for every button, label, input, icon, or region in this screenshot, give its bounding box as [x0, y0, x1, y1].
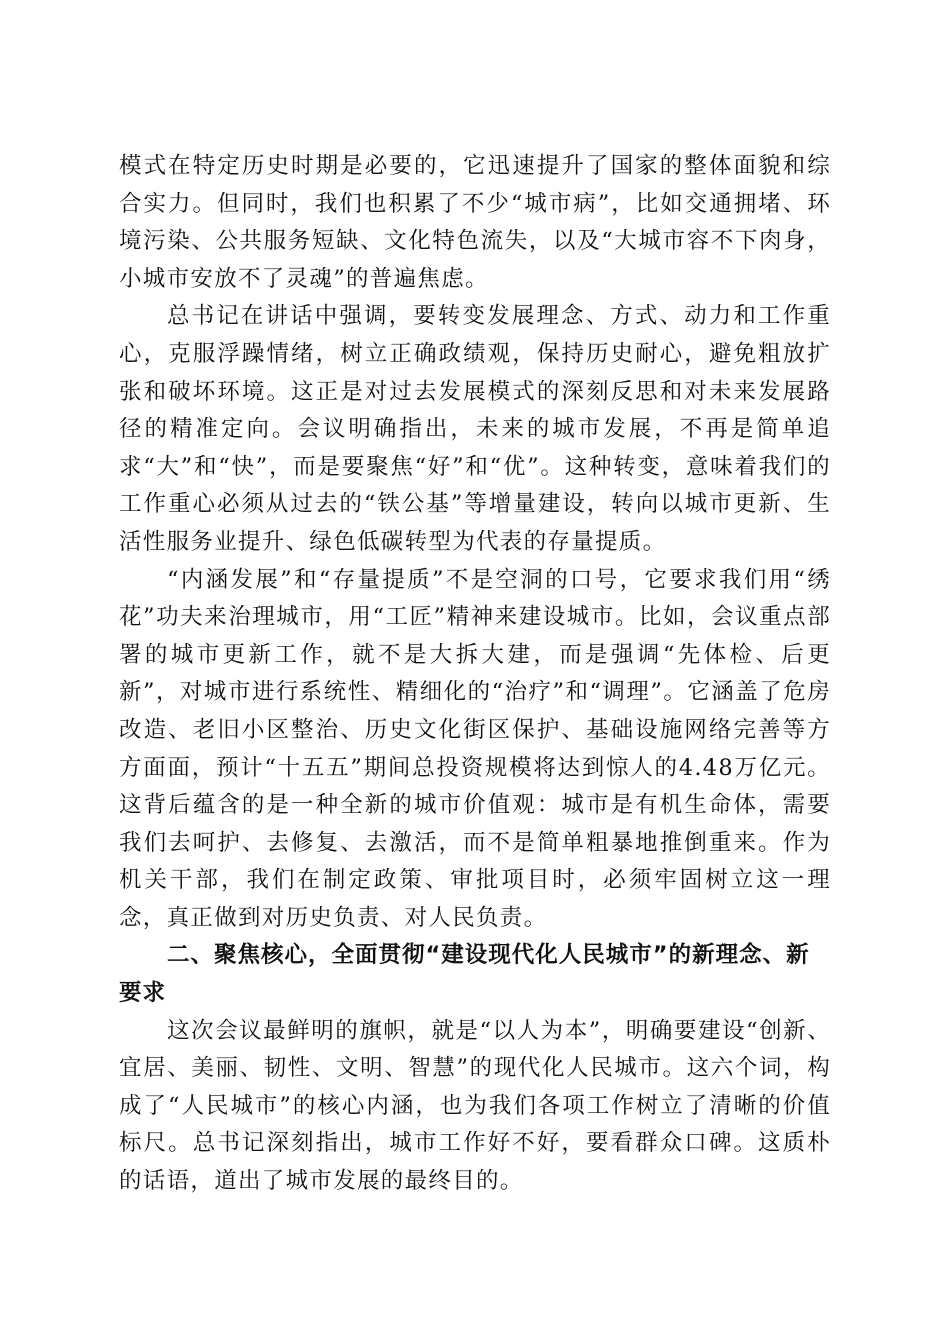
section-heading-2: 二、聚焦核心，全面贯彻“建设现代化人民城市”的新理念、新要求	[119, 942, 810, 1007]
document-body	[119, 148, 831, 1201]
paragraph-4: 这次会议最鲜明的旗帜，就是“以人为本”，明确要建设“创新、宜居、美丽、韧性、文明、智慧”的现代化人民城市。这六个词，构成了“人民城市”的核心内涵，也为我们各项工作树立了清晰的价值标尺。总书记深刻指出，城市工作好不好，要看群众口碑。这质朴的话语，道出了城市发展的最终目的。	[119, 1017, 831, 1195]
paragraph-1: 模式在特定历史时期是必要的，它迅速提升了国家的整体面貌和综合实力。但同时，我们也积累了不少“城市病”，比如交通拥堵、环境污染、公共服务短缺、文化特色流失，以及“大城市容不下肉身，小城市安放不了灵魂”的普遍焦虑。	[119, 153, 831, 292]
paragraph-3: “内涵发展”和“存量提质”不是空洞的口号，它要求我们用“绣花”功夫来治理城市，用“工匠”精神来建设城市。比如，会议重点部署的城市更新工作，就不是大拆大建，而是强调“先体检、后更新”，对城市进行系统性、精细化的“治疗”和“调理”。它涵盖了危房改造、老旧小区整治、历史文化街区保护、基础设施网络完善等方方面面，预计“十五五”期间总投资规模将达到惊人的4.48万亿元。这背后蕴含的是一种全新的城市价值观：城市是有机生命体，需要我们去呵护、去修复、去激活，而不是简单粗暴地推倒重来。作为机关干部，我们在制定政策、审批项目时，必须牢固树立这一理念，真正做到对历史负责、对人民负责。	[119, 566, 831, 931]
paragraph-2: 总书记在讲话中强调，要转变发展理念、方式、动力和工作重心，克服浮躁情绪，树立正确政绩观，保持历史耐心，避免粗放扩张和破坏环境。这正是对过去发展模式的深刻反思和对未来发展路径的精准定向。会议明确指出，未来的城市发展，不再是简单追求“大”和“快”，而是要聚焦“好”和“优”。这种转变，意味着我们的工作重心必须从过去的“铁公基”等增量建设，转向以城市更新、生活性服务业提升、绿色低碳转型为代表的存量提质。	[119, 303, 831, 555]
